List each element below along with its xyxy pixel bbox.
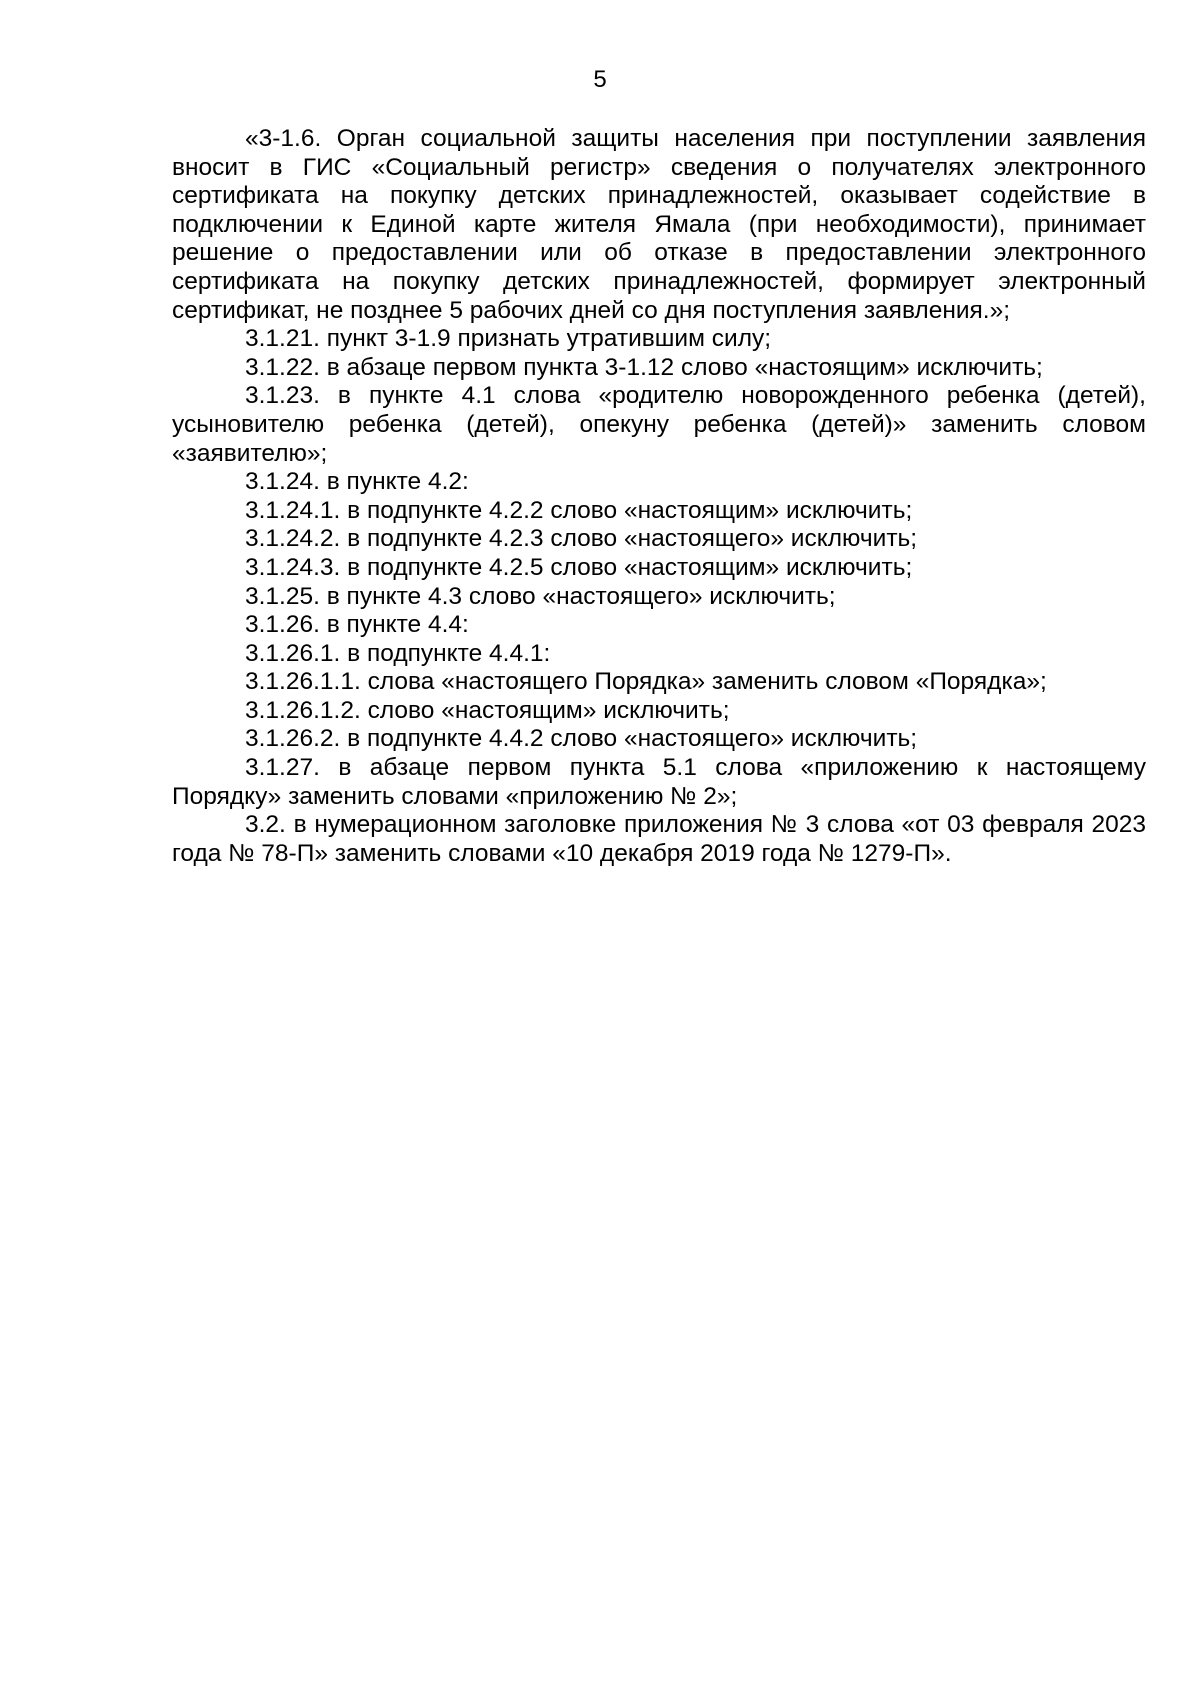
paragraph-3-1-25: 3.1.25. в пункте 4.3 слово «настоящего» исключить; xyxy=(245,582,836,610)
paragraph-3-1-27: 3.1.27. в абзаце первом пункта 5.1 слова «приложению к настоящему Порядку» заменить словами «приложению № 2»; xyxy=(172,754,1146,810)
paragraph-3-1-26-1: 3.1.26.1. в подпункте 4.4.1: xyxy=(245,639,551,667)
paragraph-3-1-26-1-1: 3.1.26.1.1. слова «настоящего Порядка» заменить словом «Порядка»; xyxy=(245,668,1047,696)
document-body xyxy=(172,125,1146,868)
paragraph-3-1-26: 3.1.26. в пункте 4.4: xyxy=(245,611,469,639)
paragraph-3-1-24-2: 3.1.24.2. в подпункте 4.2.3 слово «настоящего» исключить; xyxy=(245,525,918,553)
paragraph-3-1-6-quote: «3-1.6. Орган социальной защиты населения при поступлении заявления вносит в ГИС «Социальный регистр» сведения о получателях электронного сертификата на покупку детских принадлежностей, оказывает содействие в подключении к Единой карте жителя Ямала (при необходимости), принимает решение о предоставлении или об отказе в предоставлении электронного сертификата на покупку детских принадлежностей, формирует электронный сертификат, не позднее 5 рабочих дней со дня поступления заявления.»; xyxy=(172,125,1146,324)
paragraph-3-1-21: 3.1.21. пункт 3-1.9 признать утратившим силу; xyxy=(245,325,772,353)
paragraph-3-1-22: 3.1.22. в абзаце первом пункта 3-1.12 слово «настоящим» исключить; xyxy=(245,353,1043,381)
paragraph-3-1-24: 3.1.24. в пункте 4.2: xyxy=(245,468,469,496)
paragraph-3-1-23: 3.1.23. в пункте 4.1 слова «родителю новорожденного ребенка (детей), усыновителю ребенка (детей), опекуну ребенка (детей)» заменить словом «заявителю»; xyxy=(172,382,1146,467)
paragraph-3-1-26-2: 3.1.26.2. в подпункте 4.4.2 слово «настоящего» исключить; xyxy=(245,725,918,753)
paragraph-3-2: 3.2. в нумерационном заголовке приложения № 3 слова «от 03 февраля 2023 года № 78-П» заменить словами «10 декабря 2019 года № 1279-П». xyxy=(172,811,1146,867)
paragraph-3-1-26-1-2: 3.1.26.1.2. слово «настоящим» исключить; xyxy=(245,696,730,724)
paragraph-3-1-24-3: 3.1.24.3. в подпункте 4.2.5 слово «настоящим» исключить; xyxy=(245,553,913,581)
page-number: 5 xyxy=(593,66,607,93)
paragraph-3-1-24-1: 3.1.24.1. в подпункте 4.2.2 слово «настоящим» исключить; xyxy=(245,496,913,524)
